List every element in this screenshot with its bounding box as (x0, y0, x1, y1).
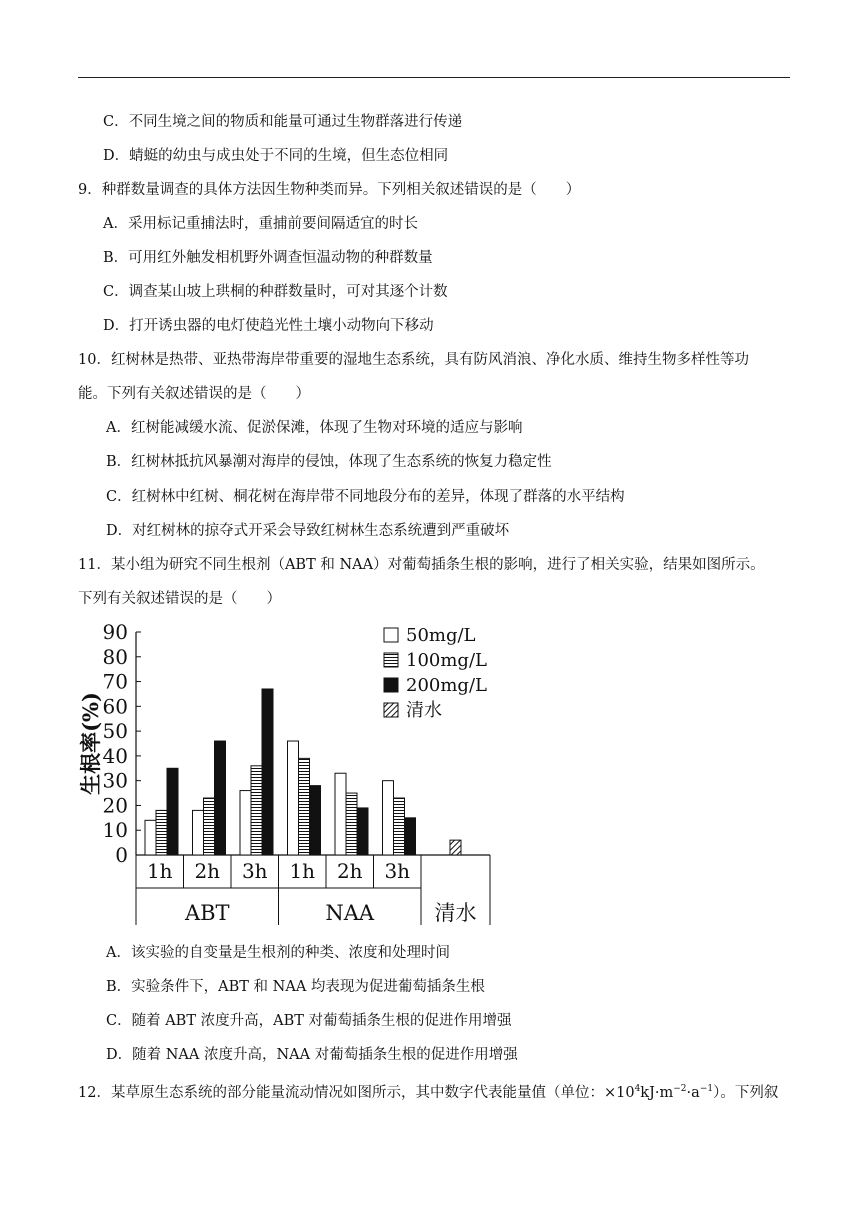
q12-unit-mid2: ·a (686, 1084, 700, 1101)
legend-label: 200mg/L (406, 675, 487, 696)
bar (193, 810, 204, 855)
q8-option-d: D．蜻蜓的幼虫与成虫处于不同的生境，但生态位相同 (103, 148, 449, 164)
bar (262, 689, 273, 855)
bar (310, 786, 321, 855)
y-tick-label: 0 (115, 843, 128, 867)
legend-label: 100mg/L (406, 650, 487, 671)
group-label: NAA (325, 901, 375, 925)
x-tick-label: 2h (336, 859, 363, 883)
bar (215, 741, 226, 855)
q11-option-d: D．随着 NAA 浓度升高，NAA 对葡萄插条生根的促进作用增强 (106, 1047, 518, 1063)
y-tick-label: 80 (102, 644, 128, 669)
q10-stem-line1: 10．红树林是热带、亚热带海岸带重要的湿地生态系统，具有防风消浪、净化水质、维持生物多样性等功 (78, 352, 749, 368)
y-tick-label: 40 (102, 743, 128, 768)
x-tick-label: 2h (194, 859, 221, 883)
q9-option-c: C．调查某山坡上珙桐的种群数量时，可对其逐个计数 (103, 284, 448, 300)
q12-stem (78, 1079, 778, 1103)
bar (346, 793, 357, 855)
q9-stem: 9．种群数量调查的具体方法因生物种类而异。下列相关叙述错误的是（ ） (78, 182, 581, 198)
q11-option-b: B．实验条件下，ABT 和 NAA 均表现为促进葡萄插条生根 (106, 979, 485, 995)
bar (145, 820, 156, 855)
q10-stem-line2: 能。下列有关叙述错误的是（ ） (78, 386, 310, 402)
bar (394, 798, 405, 855)
bar (288, 741, 299, 855)
q11-stem-line2: 下列有关叙述错误的是（ ） (78, 591, 281, 607)
q12-unit-exp: 4 (634, 1084, 641, 1094)
q11-option-c: C．随着 ABT 浓度升高，ABT 对葡萄插条生根的促进作用增强 (106, 1013, 512, 1029)
bar (405, 818, 416, 855)
y-tick-label: 70 (102, 669, 128, 694)
y-axis-label: 生根率(%) (78, 692, 103, 795)
q12-unit-mid: kJ·m (640, 1084, 674, 1101)
x-tick-label: 1h (289, 859, 316, 883)
y-tick-label: 30 (102, 768, 128, 793)
x-tick-label: 3h (241, 859, 268, 883)
q8-option-c: C．不同生境之间的物质和能量可通过生物群落进行传递 (103, 114, 463, 130)
legend-label: 50mg/L (406, 625, 476, 646)
y-tick-label: 20 (102, 793, 128, 818)
bar (204, 798, 215, 855)
group-label: 清水 (434, 901, 477, 925)
y-tick-label: 10 (102, 818, 128, 843)
q11-stem-line1: 11．某小组为研究不同生根剂（ABT 和 NAA）对葡萄插条生根的影响，进行了相关实验，结果如图所示。 (78, 557, 765, 573)
y-tick-label: 90 (102, 620, 128, 644)
header-rule (78, 77, 790, 78)
rooting-rate-bar-chart (78, 620, 518, 930)
q11-option-a: A．该实验的自变量是生根剂的种类、浓度和处理时间 (106, 945, 450, 961)
y-tick-label: 50 (102, 719, 128, 744)
q10-option-d: D．对红树林的掠夺式开采会导致红树林生态系统遭到严重破坏 (106, 523, 510, 539)
legend-label: 清水 (406, 700, 442, 721)
q12-unit-exp2: −2 (673, 1084, 687, 1094)
bar (167, 768, 178, 855)
q12-stem-text: 12．某草原生态系统的部分能量流动情况如图所示，其中数字代表能量值（单位：×10 (78, 1084, 635, 1101)
legend-swatch (384, 703, 398, 717)
q12-unit-exp3: −1 (699, 1084, 714, 1094)
q9-option-a: A．采用标记重捕法时，重捕前要间隔适宜的时长 (103, 216, 418, 232)
bar (156, 810, 167, 855)
bar (383, 781, 394, 855)
q10-option-a: A．红树能减缓水流、促淤保滩，体现了生物对环境的适应与影响 (106, 420, 523, 436)
bar (251, 766, 262, 855)
legend-swatch (384, 678, 398, 692)
legend-swatch (384, 653, 398, 667)
legend-swatch (384, 628, 398, 642)
bar (299, 758, 310, 855)
y-tick-label: 60 (102, 694, 128, 719)
q12-stem-end: ）。下列叙 (713, 1084, 779, 1101)
bar (357, 808, 368, 855)
q10-option-b: B．红树林抵抗风暴潮对海岸的侵蚀，体现了生态系统的恢复力稳定性 (106, 454, 552, 470)
q9-option-b: B．可用红外触发相机野外调查恒温动物的种群数量 (103, 250, 433, 266)
x-tick-label: 1h (146, 859, 173, 883)
q9-option-d: D．打开诱虫器的电灯使趋光性土壤小动物向下移动 (103, 318, 434, 334)
group-label: ABT (184, 901, 230, 925)
q10-option-c: C．红树林中红树、桐花树在海岸带不同地段分布的差异，体现了群落的水平结构 (106, 489, 625, 505)
bar (335, 773, 346, 855)
x-tick-label: 3h (384, 859, 411, 883)
bar (450, 840, 461, 855)
bar (240, 791, 251, 855)
